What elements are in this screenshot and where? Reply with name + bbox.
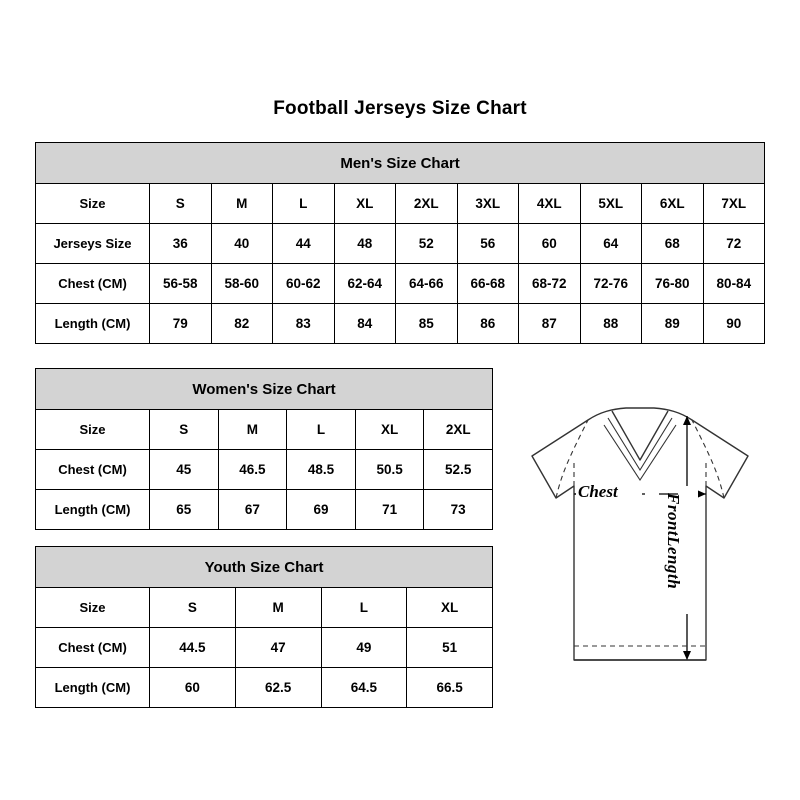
- table-caption-row: [36, 369, 493, 410]
- table-cell: 72-76: [580, 264, 642, 304]
- table-caption-row: [36, 547, 493, 588]
- table-cell: 60: [519, 224, 581, 264]
- table-row: [36, 668, 493, 708]
- table-cell: 56-58: [150, 264, 212, 304]
- table-cell: 82: [211, 304, 273, 344]
- table-cell: XL: [355, 410, 424, 450]
- table-row: [36, 224, 765, 264]
- shirt-illustration-icon: [500, 398, 780, 698]
- table-row: [36, 628, 493, 668]
- table-cell: 36: [150, 224, 212, 264]
- table-row: [36, 450, 493, 490]
- row-label: Chest (CM): [36, 264, 150, 304]
- table-cell: L: [273, 184, 335, 224]
- row-label: Jerseys Size: [36, 224, 150, 264]
- row-label: Length (CM): [36, 668, 150, 708]
- table-cell: 86: [457, 304, 519, 344]
- table-cell: L: [321, 588, 407, 628]
- row-label: Chest (CM): [36, 628, 150, 668]
- chest-measure-label: Chest: [578, 482, 618, 501]
- table-cell: 85: [396, 304, 458, 344]
- youth-table-caption: Youth Size Chart: [36, 547, 493, 588]
- table-cell: XL: [407, 588, 493, 628]
- table-cell: 60: [150, 668, 236, 708]
- table-cell: 71: [355, 490, 424, 530]
- table-cell: M: [235, 588, 321, 628]
- table-cell: 49: [321, 628, 407, 668]
- shirt-measurement-diagram: [500, 398, 780, 698]
- table-cell: S: [150, 588, 236, 628]
- table-cell: 67: [218, 490, 287, 530]
- table-cell: XL: [334, 184, 396, 224]
- table-cell: 73: [424, 490, 493, 530]
- table-cell: 62-64: [334, 264, 396, 304]
- womens-table-caption: Women's Size Chart: [36, 369, 493, 410]
- table-cell: 56: [457, 224, 519, 264]
- table-cell: 60-62: [273, 264, 335, 304]
- table-cell: 46.5: [218, 450, 287, 490]
- table-cell: 2XL: [396, 184, 458, 224]
- table-cell: 83: [273, 304, 335, 344]
- table-cell: S: [150, 410, 219, 450]
- table-cell: 7XL: [703, 184, 765, 224]
- table-cell: 51: [407, 628, 493, 668]
- table-row: [36, 410, 493, 450]
- mens-size-chart-table: [35, 142, 765, 344]
- table-cell: 40: [211, 224, 273, 264]
- row-label: Length (CM): [36, 304, 150, 344]
- row-label: Chest (CM): [36, 450, 150, 490]
- table-cell: 64: [580, 224, 642, 264]
- table-cell: 44.5: [150, 628, 236, 668]
- table-cell: 89: [642, 304, 704, 344]
- womens-size-chart-table: [35, 368, 493, 530]
- row-label: Length (CM): [36, 490, 150, 530]
- table-cell: 64-66: [396, 264, 458, 304]
- front-length-measure-label: FrontLength: [664, 493, 683, 590]
- table-cell: 6XL: [642, 184, 704, 224]
- table-row: [36, 490, 493, 530]
- row-label: Size: [36, 410, 150, 450]
- table-cell: S: [150, 184, 212, 224]
- table-row: [36, 264, 765, 304]
- table-cell: 52.5: [424, 450, 493, 490]
- row-label: Size: [36, 184, 150, 224]
- table-cell: 52: [396, 224, 458, 264]
- table-cell: 84: [334, 304, 396, 344]
- page-title: Football Jerseys Size Chart: [273, 98, 527, 119]
- table-cell: 68: [642, 224, 704, 264]
- table-cell: M: [211, 184, 273, 224]
- table-cell: 76-80: [642, 264, 704, 304]
- table-cell: 79: [150, 304, 212, 344]
- table-row: [36, 304, 765, 344]
- table-cell: 68-72: [519, 264, 581, 304]
- table-cell: 58-60: [211, 264, 273, 304]
- table-cell: 62.5: [235, 668, 321, 708]
- table-cell: 47: [235, 628, 321, 668]
- table-cell: 2XL: [424, 410, 493, 450]
- table-cell: 88: [580, 304, 642, 344]
- table-cell: 69: [287, 490, 356, 530]
- table-cell: M: [218, 410, 287, 450]
- table-cell: 90: [703, 304, 765, 344]
- table-cell: 48: [334, 224, 396, 264]
- youth-size-chart-table: [35, 546, 493, 708]
- table-caption-row: [36, 143, 765, 184]
- table-cell: 5XL: [580, 184, 642, 224]
- table-cell: 80-84: [703, 264, 765, 304]
- mens-table-caption: Men's Size Chart: [36, 143, 765, 184]
- table-cell: 3XL: [457, 184, 519, 224]
- table-cell: 87: [519, 304, 581, 344]
- table-cell: 44: [273, 224, 335, 264]
- table-cell: 45: [150, 450, 219, 490]
- table-cell: 64.5: [321, 668, 407, 708]
- table-cell: 65: [150, 490, 219, 530]
- table-cell: 72: [703, 224, 765, 264]
- table-cell: 4XL: [519, 184, 581, 224]
- table-cell: 66-68: [457, 264, 519, 304]
- table-cell: 50.5: [355, 450, 424, 490]
- table-row: [36, 588, 493, 628]
- table-cell: 66.5: [407, 668, 493, 708]
- row-label: Size: [36, 588, 150, 628]
- table-row: [36, 184, 765, 224]
- table-cell: L: [287, 410, 356, 450]
- table-cell: 48.5: [287, 450, 356, 490]
